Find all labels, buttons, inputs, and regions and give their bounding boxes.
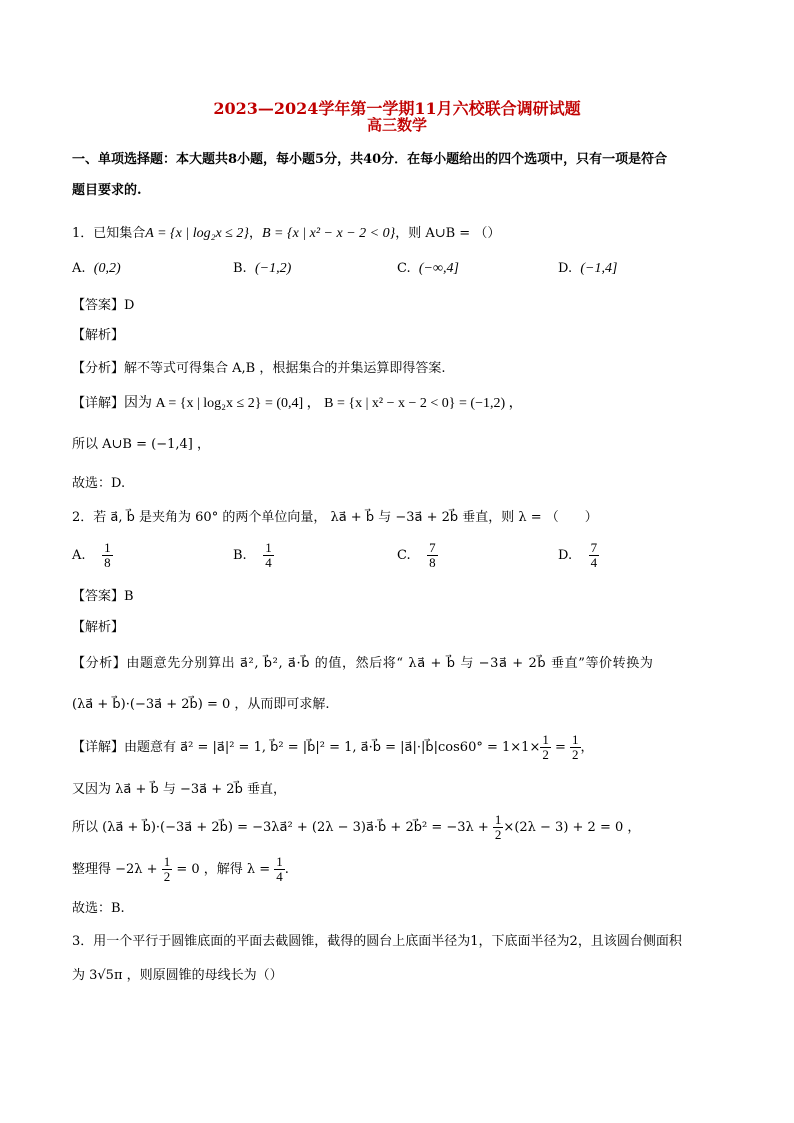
option-fraction — [589, 541, 600, 570]
q2-guxuan: 故选：B. — [72, 901, 125, 916]
option-value: (−1,2) — [254, 261, 292, 276]
q3-stem-line2: 为 3√5π ，则原圆锥的母线长为（） — [72, 968, 283, 983]
fenxi-tag: 【分析】 — [72, 361, 125, 376]
half-fraction-2 — [570, 733, 581, 762]
answer-value: B — [124, 589, 134, 604]
option-label: B. — [233, 548, 247, 563]
denominator: 2 — [163, 869, 171, 884]
q1-answer — [72, 298, 134, 314]
period: . — [284, 862, 289, 877]
numerator: 1 — [542, 732, 549, 747]
answer-tag: 【答案】 — [72, 298, 125, 313]
numerator: 1 — [104, 540, 111, 555]
page-subtitle: 高三数学 — [366, 116, 427, 134]
denominator: 4 — [265, 555, 272, 570]
q2-xiangjie — [72, 733, 594, 765]
denominator: 4 — [276, 869, 283, 884]
suoyi-tail: ×(2λ − 3) + 2 = 0 ， — [503, 820, 641, 835]
q2-zhengli — [72, 855, 289, 889]
numerator: 7 — [590, 540, 598, 555]
section-heading-line2: 题目要求的. — [72, 183, 142, 198]
q1-fenxi — [72, 361, 446, 377]
suoyi-text: 所以 (λa⃗ + b⃗)·(−3a⃗ + 2b⃗) = −3λa⃗² + (2λ − 3)a⃗·b⃗ + 2b⃗² = −3λ + — [72, 820, 493, 835]
page-title: 2023—2024学年第一学期11月六校联合调研试题 — [213, 99, 581, 118]
section-heading-line1: 一、单项选择题：本大题共8小题，每小题5分，共40分．在每小题给出的四个选项中，只有一项是符合 — [72, 152, 668, 167]
q3-stem-line1: 3．用一个平行于圆锥底面的平面去截圆锥，截得的圆台上底面半径为1，下底面半径为2，且该圆台侧面积 — [72, 934, 682, 949]
option-fraction — [427, 541, 438, 570]
fenxi-text: 由题意先分别算出 a⃗², b⃗², a⃗·b⃗ 的值，然后将“ λa⃗ + b⃗ 与 −3a⃗ + 2b⃗ 垂直”等价转换为 — [126, 656, 654, 671]
xiangjie-text: 由题意有 a⃗² = |a⃗|² = 1, b⃗² = |b⃗|² = 1, a⃗·b⃗ = |a⃗|·|b⃗|cos60° = 1×1× — [124, 740, 541, 755]
fenxi-tag: 【分析】 — [72, 656, 127, 671]
q1-tail: ，则 A∪B = （） — [395, 226, 501, 241]
q1-suoyi: 所以 A∪B = (−1,4] ， — [72, 437, 210, 452]
half-fraction-3 — [493, 813, 504, 842]
q1-guxuan: 故选：D. — [72, 476, 126, 491]
option-value: (−∞,4] — [418, 261, 459, 276]
answer-value: D — [124, 298, 135, 313]
option-value: (0,2) — [93, 261, 121, 276]
q1-option-c — [397, 261, 459, 277]
q2-suoyi — [72, 813, 640, 847]
denominator: 8 — [104, 555, 111, 570]
numerator: 1 — [572, 732, 579, 747]
xiangjie-tag: 【详解】 — [72, 396, 125, 411]
zhengli-mid: = 0 ，解得 λ = — [172, 862, 275, 877]
option-label: C. — [397, 261, 411, 276]
denominator: 2 — [542, 747, 549, 762]
q1-stem — [72, 226, 500, 242]
q2-analysis-tag: 【解析】 — [72, 620, 125, 635]
q1-set-b: B = {x | x² − x − 2 < 0} — [261, 226, 396, 241]
equals: = — [550, 740, 571, 755]
numerator: 7 — [429, 540, 436, 555]
option-label: C. — [397, 548, 411, 563]
option-label: B. — [233, 261, 247, 276]
comma: ， — [580, 740, 594, 755]
half-fraction — [540, 733, 551, 762]
denominator: 8 — [429, 555, 436, 570]
xiangjie-tag: 【详解】 — [72, 740, 125, 755]
q1-set-a: A = {x | log₂x ≤ 2} — [145, 226, 249, 241]
q2-option-a — [72, 541, 113, 570]
option-value: (−1,4] — [580, 261, 618, 276]
numerator: 1 — [265, 540, 272, 555]
q2-option-b — [233, 541, 274, 570]
denominator: 2 — [572, 747, 579, 762]
q1-xiangjie — [72, 396, 523, 412]
q2-youyin: 又因为 λa⃗ + b⃗ 与 −3a⃗ + 2b⃗ 垂直， — [72, 782, 286, 797]
answer-tag: 【答案】 — [72, 589, 125, 604]
option-label: A. — [72, 261, 86, 276]
q2-fenxi-line2: (λa⃗ + b⃗)·(−3a⃗ + 2b⃗) = 0 ，从而即可求解. — [72, 697, 330, 712]
option-label: A. — [72, 548, 86, 563]
fenxi-text: 解不等式可得集合 A,B ，根据集合的并集运算即得答案. — [124, 361, 446, 376]
denominator: 2 — [494, 827, 502, 842]
denominator: 4 — [590, 555, 598, 570]
lambda-fraction — [274, 855, 285, 884]
q1-analysis-tag: 【解析】 — [72, 328, 125, 343]
numerator: 1 — [494, 812, 502, 827]
q2-option-d — [558, 541, 599, 570]
xiangjie-text: 因为 A = {x | log₂x ≤ 2} = (0,4] ， B = {x | x² − x − 2 < 0} = (−1,2) ， — [124, 396, 523, 411]
q1-option-a — [72, 261, 121, 277]
numerator: 1 — [276, 854, 283, 869]
q1-prefix: 1．已知集合 — [72, 226, 146, 241]
half-fraction-4 — [162, 855, 173, 884]
option-label: D. — [558, 261, 573, 276]
option-fraction — [263, 541, 274, 570]
q1-sep: ， — [248, 226, 262, 241]
q2-answer — [72, 589, 134, 605]
q2-stem: 2．若 a⃗, b⃗ 是夹角为 60° 的两个单位向量， λa⃗ + b⃗ 与 −3a⃗ + 2b⃗ 垂直，则 λ = （ ） — [72, 510, 598, 525]
q1-option-d — [558, 261, 617, 277]
numerator: 1 — [163, 854, 171, 869]
q2-option-c — [397, 541, 438, 570]
zhengli-text: 整理得 −2λ + — [72, 862, 162, 877]
q2-fenxi-line1 — [72, 656, 653, 672]
q1-option-b — [233, 261, 291, 277]
option-fraction — [102, 541, 113, 570]
option-label: D. — [558, 548, 573, 563]
